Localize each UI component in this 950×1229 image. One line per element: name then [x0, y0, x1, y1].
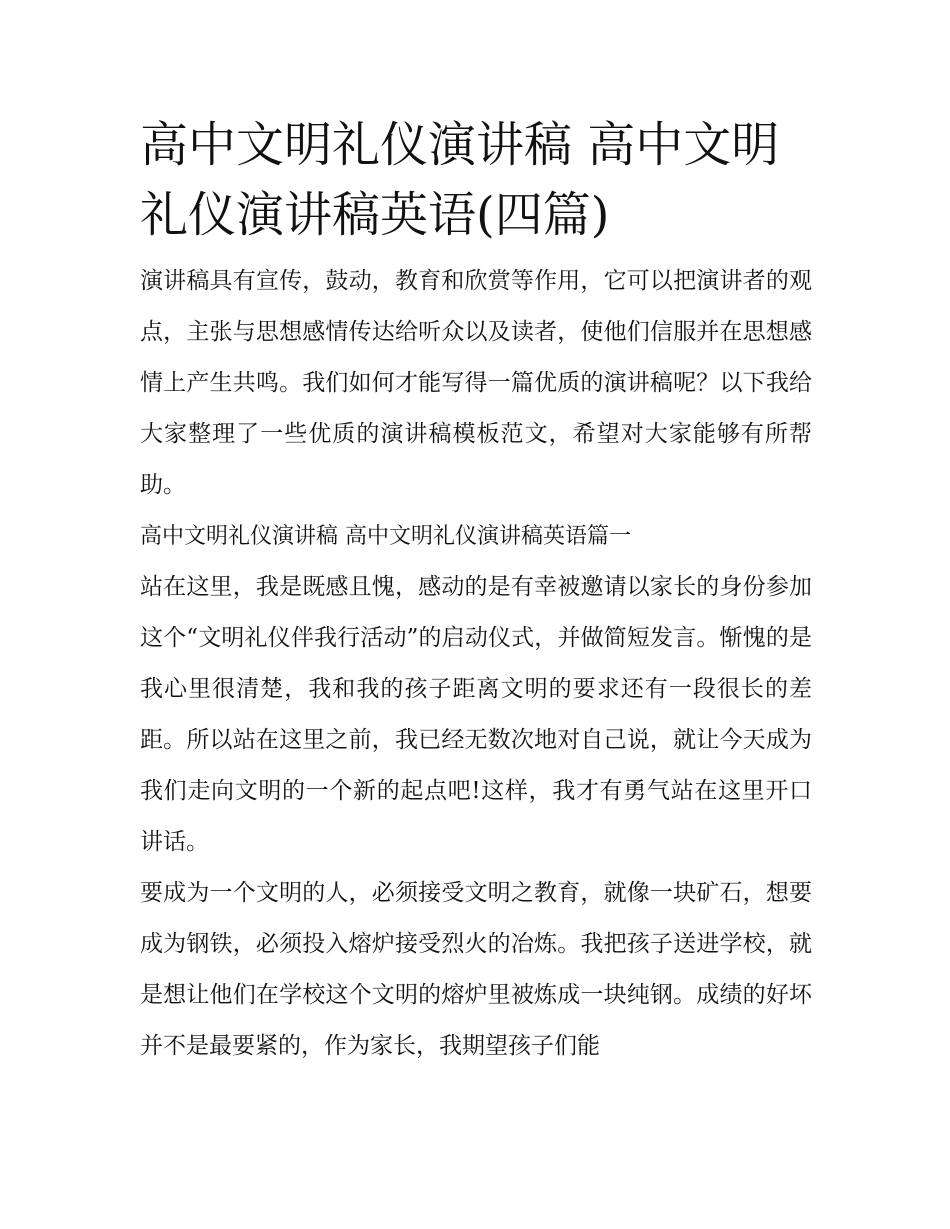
body-paragraph-1: 站在这里，我是既感且愧，感动的是有幸被邀请以家长的身份参加这个“文明礼仪伴我行活动”的启动仪式，并做简短发言。惭愧的是我心里很清楚，我和我的孩子距离文明的要求还有一段很长的差距。所以站在这里之前，我已经无数次地对自己说，就让今天成为我们走向文明的一个新的起点吧!这样，我才有勇气站在这里开口讲话。: [140, 574, 812, 855]
document-title: 高中文明礼仪演讲稿 高中文明礼仪演讲稿英语(四篇): [140, 117, 780, 243]
body-paragraph-2: 要成为一个文明的人，必须接受文明之教育，就像一块矿石，想要成为钢铁，必须投入熔炉接受烈火的冶炼。我把孩子送进学校，就是想让他们在学校这个文明的熔炉里被炼成一块纯钢。成绩的好坏并不是最要紧的，作为家长，我期望孩子们能: [140, 880, 812, 1059]
intro-paragraph: 演讲稿具有宣传，鼓动，教育和欣赏等作用，它可以把演讲者的观点，主张与思想感情传达给听众以及读者，使他们信服并在思想感情上产生共鸣。我们如何才能写得一篇优质的演讲稿呢？以下我给大家整理了一些优质的演讲稿模板范文，希望对大家能够有所帮助。: [140, 268, 812, 498]
section-heading: 高中文明礼仪演讲稿 高中文明礼仪演讲稿英语篇一: [140, 524, 631, 549]
document-body: [140, 110, 812, 1072]
